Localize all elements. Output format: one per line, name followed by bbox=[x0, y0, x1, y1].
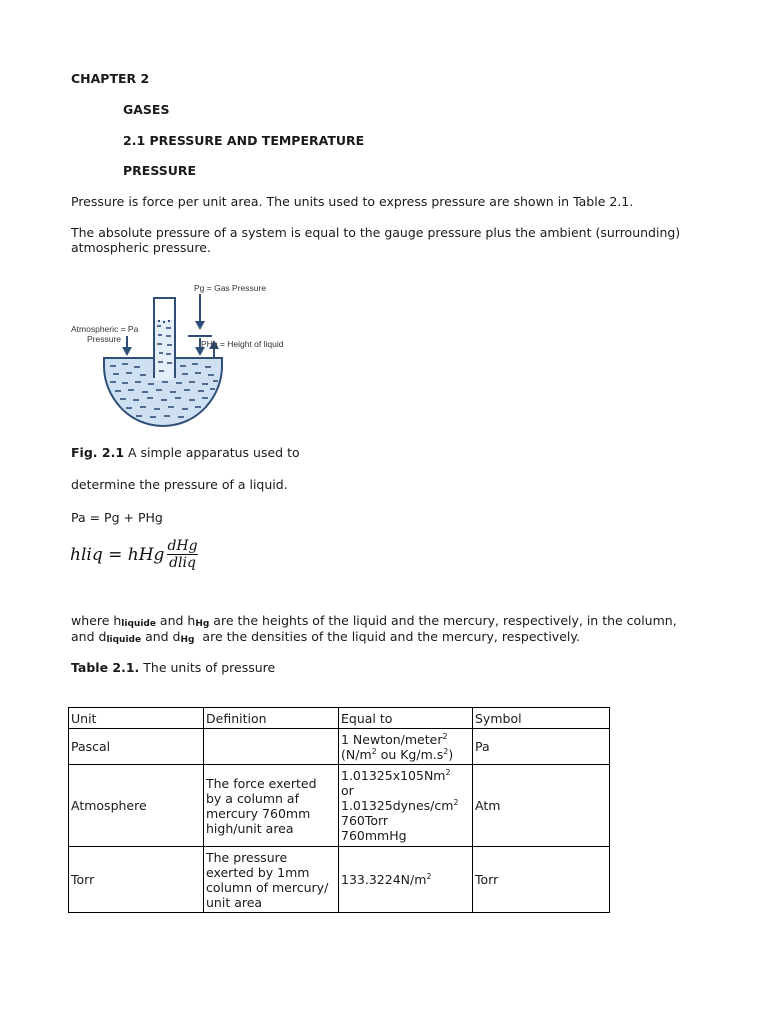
cell-text: 1.01325x105Nm bbox=[341, 768, 446, 783]
header-symbol: Symbol bbox=[473, 708, 610, 729]
cell-text: The force exerted bbox=[206, 775, 317, 791]
superscript: 2 bbox=[371, 746, 377, 756]
cell-equal-to bbox=[339, 765, 473, 847]
cell-text: unit area bbox=[206, 894, 263, 910]
cell-text: 133.3224N/m bbox=[341, 872, 427, 887]
table-header-row bbox=[69, 708, 610, 729]
superscript: 2 bbox=[443, 746, 449, 756]
cell-text: (N/m bbox=[341, 746, 372, 762]
atmospheric-label-2: Pressure bbox=[87, 334, 122, 344]
units-table bbox=[68, 707, 610, 913]
where-text: are the densities of the liquid and the mercury, respectively. bbox=[194, 629, 580, 644]
cell-text: by a column af bbox=[206, 790, 299, 806]
paragraph-definition: Pressure is force per unit area. The units used to express pressure are shown in Table 2.1. bbox=[71, 194, 634, 209]
atm-arrow-head bbox=[122, 347, 132, 356]
where-text: and d bbox=[141, 629, 181, 644]
table-row bbox=[69, 729, 610, 765]
cell-text: mercury 760mm bbox=[206, 805, 311, 821]
cell-text: The pressure bbox=[206, 849, 288, 865]
formula-lhs: hliq bbox=[70, 544, 103, 565]
figure-caption-line2: determine the pressure of a liquid. bbox=[71, 477, 288, 492]
figure-caption-label: Fig. 2.1 bbox=[71, 445, 125, 460]
subscript-hg: Hg bbox=[195, 619, 210, 629]
cell-unit: Atmosphere bbox=[69, 765, 204, 847]
cell-equal-to bbox=[339, 729, 473, 765]
subscript-liquide: liquide bbox=[121, 619, 156, 629]
cell-text: column of mercury/ bbox=[206, 879, 329, 895]
figure-caption-text: A simple apparatus used to bbox=[124, 445, 300, 460]
cell-symbol: Torr bbox=[473, 847, 610, 913]
cell-text: ) bbox=[448, 746, 454, 762]
header-definition: Definition bbox=[204, 708, 339, 729]
gas-pressure-label: Pg = Gas Pressure bbox=[194, 283, 267, 293]
cell-equal-to bbox=[339, 847, 473, 913]
section-heading: GASES bbox=[123, 102, 170, 117]
formula-equals: = bbox=[102, 544, 128, 565]
table-row bbox=[69, 765, 610, 847]
figure-caption bbox=[71, 445, 300, 460]
superscript: 2 bbox=[453, 798, 459, 807]
formula-fraction bbox=[165, 538, 199, 571]
cell-text: or bbox=[341, 783, 354, 798]
gas-arrow-head bbox=[195, 321, 205, 330]
cell-text: 760mmHg bbox=[341, 828, 407, 843]
table-caption-text: The units of pressure bbox=[139, 660, 276, 675]
where-text: and d bbox=[71, 629, 107, 644]
cell-unit: Torr bbox=[69, 847, 204, 913]
cell-definition bbox=[204, 847, 339, 913]
where-line1 bbox=[71, 613, 677, 629]
cell-text: ou Kg/m.s bbox=[376, 746, 444, 762]
atmospheric-label-1: Atmospheric = Pa bbox=[71, 324, 139, 334]
subscript-liquide: liquide bbox=[106, 635, 142, 645]
cell-text: 1.01325dynes/cm bbox=[341, 798, 454, 813]
paragraph-absolute-pressure-line1: The absolute pressure of a system is equal to the gauge pressure plus the ambient (surrounding) bbox=[71, 225, 681, 240]
cell-symbol: Pa bbox=[473, 729, 610, 765]
formula-rhs: hHg bbox=[127, 544, 165, 565]
where-line2 bbox=[71, 629, 580, 645]
header-unit: Unit bbox=[69, 708, 204, 729]
paragraph-absolute-pressure-line2: atmospheric pressure. bbox=[71, 240, 211, 255]
cell-text: high/unit area bbox=[206, 820, 294, 836]
cell-text: 1 Newton/meter bbox=[341, 731, 443, 747]
cell-text: exerted by 1mm bbox=[206, 864, 310, 880]
height-formula bbox=[70, 538, 200, 571]
header-equal-to: Equal to bbox=[339, 708, 473, 729]
table-caption-label: Table 2.1. bbox=[71, 660, 140, 675]
where-text: where h bbox=[71, 613, 122, 628]
table-row bbox=[69, 847, 610, 913]
height-label: PHg = Height of liquid bbox=[201, 339, 284, 349]
formula-numerator: dHg bbox=[167, 538, 198, 554]
where-text: and h bbox=[155, 613, 196, 628]
superscript: 2 bbox=[445, 768, 451, 777]
table-caption bbox=[71, 660, 275, 675]
cell-definition bbox=[204, 729, 339, 765]
topic-heading: PRESSURE bbox=[123, 163, 197, 178]
cell-definition bbox=[204, 765, 339, 847]
tube-liquid bbox=[154, 320, 175, 380]
subscript-hg: Hg bbox=[180, 635, 195, 645]
where-text: are the heights of the liquid and the mercury, respectively, in the column, bbox=[209, 613, 677, 628]
cell-unit: Pascal bbox=[69, 729, 204, 765]
superscript: 2 bbox=[426, 872, 432, 881]
chapter-heading: CHAPTER 2 bbox=[71, 71, 150, 86]
formula-denominator: dliq bbox=[169, 555, 196, 571]
pressure-equation: Pa = Pg + PHg bbox=[71, 510, 163, 525]
manometer-figure bbox=[60, 278, 310, 433]
cell-text: 760Torr bbox=[341, 813, 389, 828]
cell-symbol: Atm bbox=[473, 765, 610, 847]
subsection-heading: 2.1 PRESSURE AND TEMPERATURE bbox=[123, 133, 365, 148]
superscript: 2 bbox=[442, 731, 448, 741]
